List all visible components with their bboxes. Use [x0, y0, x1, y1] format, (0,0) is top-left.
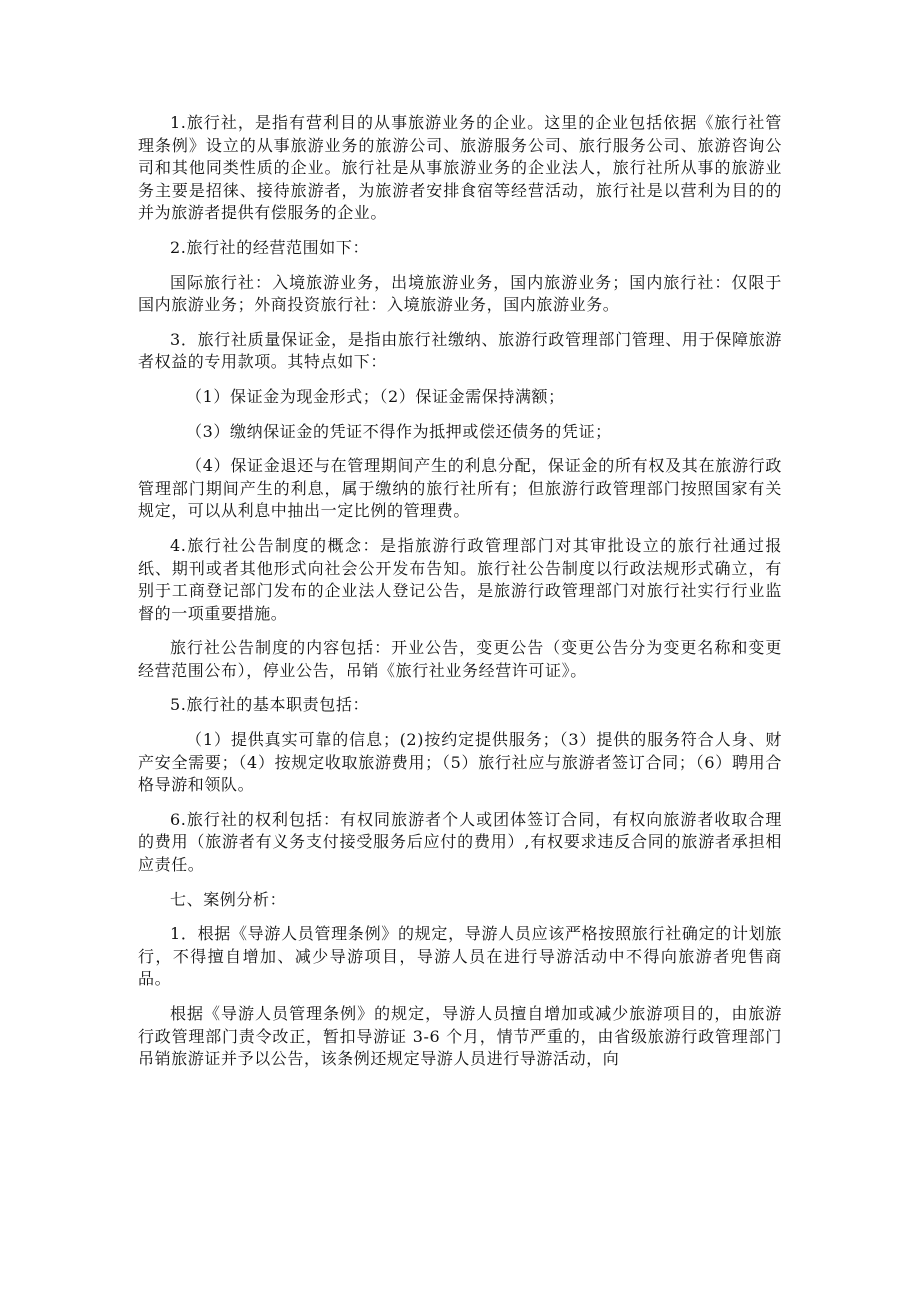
- document-body: [138, 112, 782, 1083]
- paragraph-2: 2.旅行社的经营范围如下：: [170, 237, 370, 257]
- paragraph-9: 旅行社公告制度的内容包括：开业公告，变更公告（变更公告分为变更名称和变更经营范围公布），停业公告，吊销《旅行社业务经营许可证》。: [138, 638, 782, 680]
- paragraph-1: 1.旅行社，是指有营利目的从事旅游业务的企业。这里的企业包括依据《旅行社管理条例》设立的从事旅游业务的旅游公司、旅游服务公司、旅行服务公司、旅游咨询公司和其他同类性质的企业。旅行社是从事旅游业务的企业法人，旅行社所从事的旅游业务主要是招徕、接待旅游者，为旅游者安排食宿等经营活动，旅行社是以营利为目的的并为旅游者提供有偿服务的企业。: [138, 113, 782, 223]
- paragraph-3: 国际旅行社：入境旅游业务，出境旅游业务，国内旅游业务；国内旅行社：仅限于国内旅游业务；外商投资旅行社：入境旅游业务，国内旅游业务。: [138, 272, 782, 315]
- paragraph-5: （1）保证金为现金形式；（2）保证金需保持满额；: [186, 386, 565, 406]
- paragraph-6: （3）缴纳保证金的凭证不得作为抵押或偿还债务的凭证；: [186, 421, 612, 441]
- paragraph-11: （1）提供真实可靠的信息；(2)按约定提供服务；（3）提供的服务符合人身、财产安全需要；（4）按规定收取旅游费用；（5）旅行社应与旅游者签订合同；（6）聘用合格导游和领队。: [138, 730, 782, 795]
- paragraph-8: 4.旅行社公告制度的概念：是指旅游行政管理部门对其审批设立的旅行社通过报纸、期刊或者其他形式向社会公开发布告知。旅行社公告制度以行政法规形式确立，有别于工商登记部门发布的企业法人登记公告，是旅游行政管理部门对旅行社实行行业监督的一项重要措施。: [138, 535, 782, 623]
- paragraph-4: 3．旅行社质量保证金，是指由旅行社缴纳、旅游行政管理部门管理、用于保障旅游者权益的专用款项。其特点如下：: [138, 329, 782, 372]
- paragraph-12: 6.旅行社的权利包括：有权同旅游者个人或团体签订合同，有权向旅游者收取合理的费用（旅游者有义务支付接受服务后应付的费用）,有权要求违反合同的旅游者承担相应责任。: [138, 809, 782, 875]
- paragraph-10: 5.旅行社的基本职责包括：: [170, 695, 370, 715]
- paragraph-13: 七、案例分析：: [170, 889, 287, 909]
- paragraph-15: 根据《导游人员管理条例》的规定，导游人员擅自增加或减少旅游项目的，由旅游行政管理部门责令改正，暂扣导游证 3-6 个月，情节严重的，由省级旅游行政管理部门吊销旅游证并予以公告，该条例还规定导游人员进行导游活动，向: [138, 1004, 782, 1069]
- paragraph-14: 1．根据《导游人员管理条例》的规定，导游人员应该严格按照旅行社确定的计划旅行，不得擅自增加、减少导游项目，导游人员在进行导游活动中不得向旅游者兜售商品。: [138, 924, 782, 989]
- paragraph-7: （4）保证金退还与在管理期间产生的利息分配，保证金的所有权及其在旅游行政管理部门期间产生的利息，属于缴纳的旅行社所有；但旅游行政管理部门按照国家有关规定，可以从利息中抽出一定比例的管理费。: [138, 456, 782, 521]
